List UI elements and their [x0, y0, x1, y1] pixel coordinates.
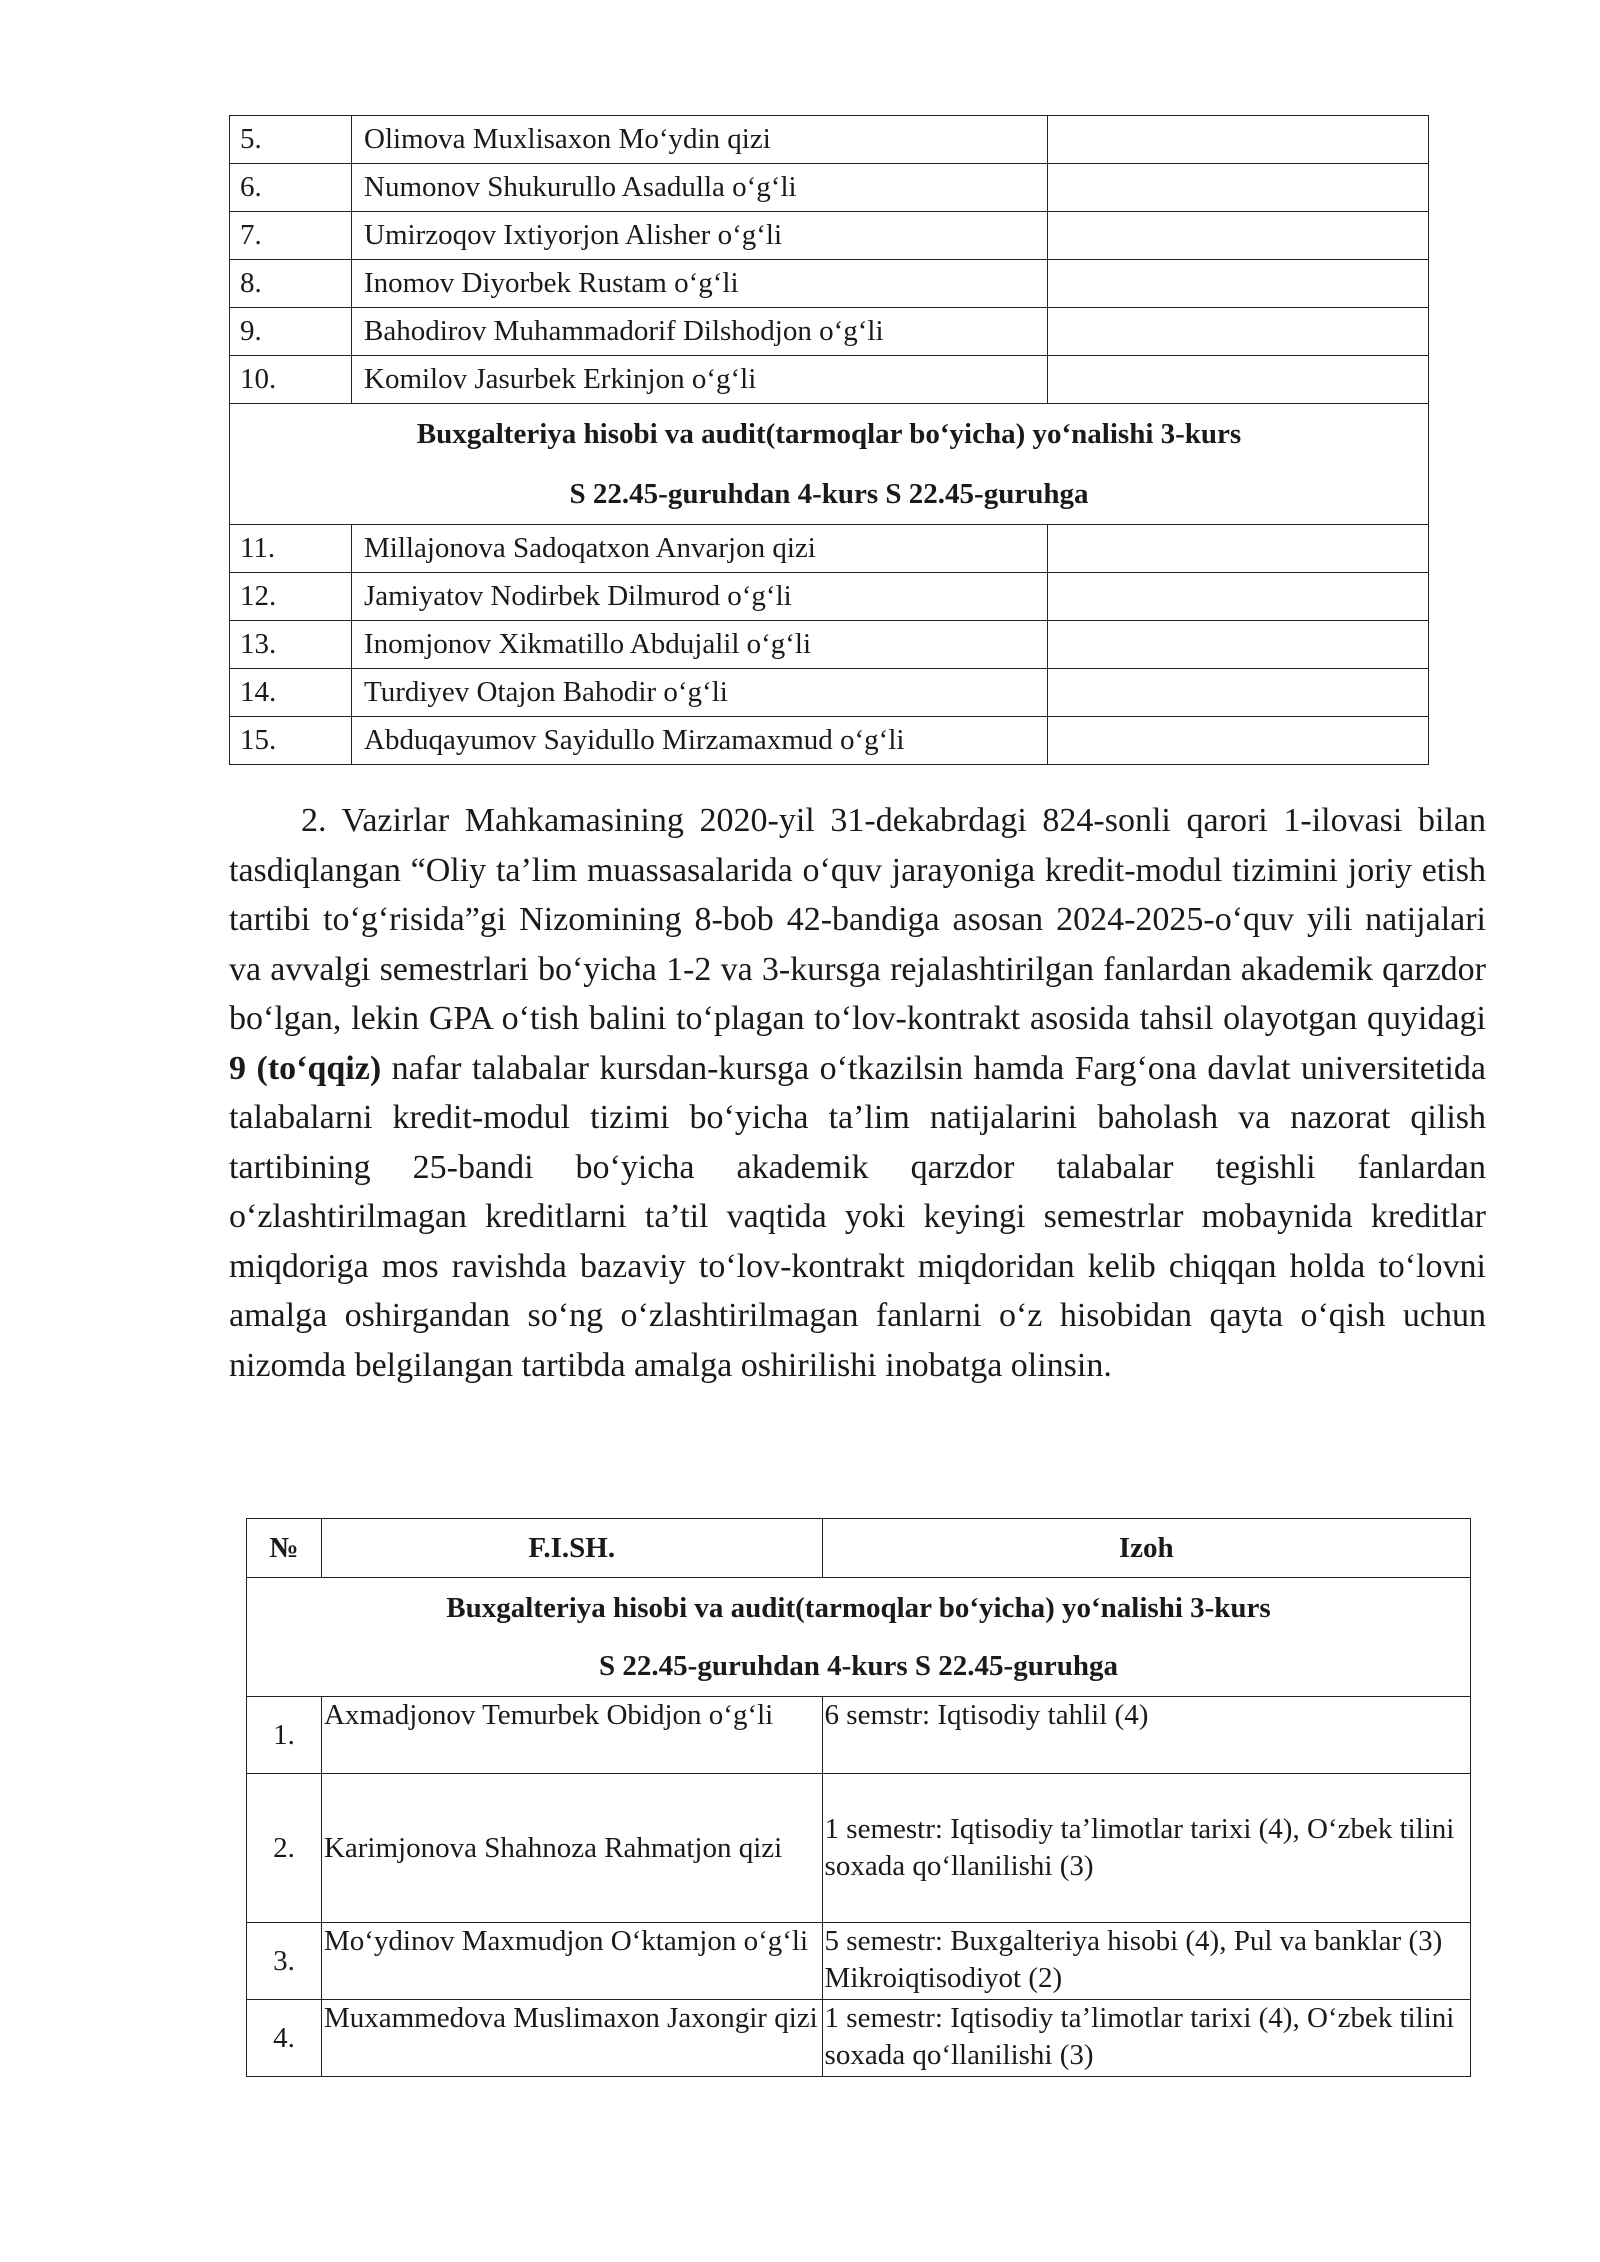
student-name: Abduqayumov Sayidullo Mirzamaxmud o‘g‘li [352, 717, 1048, 765]
row-note [1048, 260, 1429, 308]
row-note [1048, 573, 1429, 621]
student-name: Umirzoqov Ixtiyorjon Alisher o‘g‘li [352, 212, 1048, 260]
student-name: Inomov Diyorbek Rustam o‘g‘li [352, 260, 1048, 308]
group-header [230, 404, 1429, 525]
group-header-line2: S 22.45-guruhdan 4-kurs S 22.45-guruhga [599, 1650, 1118, 1682]
table-row [230, 356, 1429, 404]
student-name: Jamiyatov Nodirbek Dilmurod o‘g‘li [352, 573, 1048, 621]
row-number: 7. [230, 212, 352, 260]
students-table-1 [229, 115, 1429, 765]
row-note [1048, 621, 1429, 669]
table-row [247, 1697, 1471, 1774]
table-row [247, 1923, 1471, 2000]
table-row [247, 2000, 1471, 2077]
student-name: Komilov Jasurbek Erkinjon o‘g‘li [352, 356, 1048, 404]
row-number: 8. [230, 260, 352, 308]
group-header-row [230, 404, 1429, 525]
row-note [1048, 164, 1429, 212]
table-row [230, 164, 1429, 212]
student-name: Mo‘ydinov Maxmudjon O‘ktamjon o‘g‘li [321, 1923, 822, 2000]
row-number: 2. [247, 1774, 322, 1923]
row-number: 6. [230, 164, 352, 212]
table-row [230, 573, 1429, 621]
table-row [230, 669, 1429, 717]
student-name: Turdiyev Otajon Bahodir o‘g‘li [352, 669, 1048, 717]
student-name: Millajonova Sadoqatxon Anvarjon qizi [352, 525, 1048, 573]
table-row [230, 260, 1429, 308]
row-number: 5. [230, 116, 352, 164]
row-number: 9. [230, 308, 352, 356]
row-number: 3. [247, 1923, 322, 2000]
paragraph-text-end: nafar talabalar kursdan-kursga o‘tkazilsin hamda Farg‘ona davlat universitetida talabalarni kredit-modul tizimi bo‘yicha ta’lim natijalarini baholash va nazorat qilish tartibining 25-bandi bo‘yicha akademik qarzdor talabalar tegishli fanlardan o‘zlashtirilmagan kreditlarni ta’til vaqtida yoki keyingi semestrlar mobaynida kreditlar miqdoriga mos ravishda bazaviy to‘lov-kontrakt miqdoridan kelib chiqqan holda to‘lovni amalga oshirgandan so‘ng o‘zlashtirilmagan fanlarni o‘z hisobidan qayta o‘qish uchun nizomda belgilangan tartibda amalga oshirilishi inobatga olinsin. [229, 1049, 1486, 1384]
group-header-line2: S 22.45-guruhdan 4-kurs S 22.45-guruhga [569, 478, 1089, 510]
column-header-note: Izoh [822, 1519, 1470, 1578]
row-number: 1. [247, 1697, 322, 1774]
row-note [1048, 308, 1429, 356]
row-number: 12. [230, 573, 352, 621]
table-row [230, 308, 1429, 356]
row-number: 4. [247, 2000, 322, 2077]
row-note [1048, 717, 1429, 765]
group-header [247, 1578, 1471, 1697]
students-table-2 [246, 1518, 1471, 2077]
decree-paragraph [229, 796, 1486, 1390]
column-header-name: F.I.SH. [321, 1519, 822, 1578]
student-name: Muxammedova Muslimaxon Jaxongir qizi [321, 2000, 822, 2077]
student-name: Axmadjonov Temurbek Obidjon o‘g‘li [321, 1697, 822, 1774]
column-header-number: № [247, 1519, 322, 1578]
student-name: Bahodirov Muhammadorif Dilshodjon o‘g‘li [352, 308, 1048, 356]
table-row [247, 1774, 1471, 1923]
row-note [1048, 356, 1429, 404]
table-row [230, 621, 1429, 669]
table-row [230, 525, 1429, 573]
group-header-line1: Buxgalteriya hisobi va audit(tarmoqlar bo‘yicha) yo‘nalishi 3-kurs [446, 1592, 1271, 1624]
student-name: Inomjonov Xikmatillo Abdujalil o‘g‘li [352, 621, 1048, 669]
group-header-row [247, 1578, 1471, 1697]
student-name: Numonov Shukurullo Asadulla o‘g‘li [352, 164, 1048, 212]
student-name: Karimjonova Shahnoza Rahmatjon qizi [321, 1774, 822, 1923]
row-note [1048, 669, 1429, 717]
student-name: Olimova Muxlisaxon Mo‘ydin qizi [352, 116, 1048, 164]
row-number: 13. [230, 621, 352, 669]
table-header-row [247, 1519, 1471, 1578]
row-number: 11. [230, 525, 352, 573]
row-number: 15. [230, 717, 352, 765]
group-header-line1: Buxgalteriya hisobi va audit(tarmoqlar bo‘yicha) yo‘nalishi 3-kurs [416, 418, 1242, 450]
table-row [230, 116, 1429, 164]
table-row [230, 212, 1429, 260]
row-note [1048, 212, 1429, 260]
student-count: 9 (to‘qqiz) [229, 1049, 382, 1087]
row-note [1048, 525, 1429, 573]
row-note: 5 semestr: Buxgalteriya hisobi (4), Pul va banklar (3) Mikroiqtisodiyot (2) [822, 1923, 1470, 2000]
row-note: 6 semstr: Iqtisodiy tahlil (4) [822, 1697, 1470, 1774]
row-note [1048, 116, 1429, 164]
paragraph-text-start: 2. Vazirlar Mahkamasining 2020-yil 31-dekabrdagi 824-sonli qarori 1-ilovasi bilan tasdiqlangan “Oliy ta’lim muassasalarida o‘quv jarayoniga kredit-modul tizimini joriy etish tartibi to‘g‘risida”gi Nizomining 8-bob 42-bandiga asosan 2024-2025-o‘quv yili natijalari va avvalgi semestrlari bo‘yicha 1-2 va 3-kursga rejalashtirilgan fanlardan akademik qarzdor bo‘lgan, lekin GPA o‘tish balini to‘plagan to‘lov-kontrakt asosida tahsil olayotgan quyidagi [229, 802, 1486, 1037]
row-number: 10. [230, 356, 352, 404]
row-number: 14. [230, 669, 352, 717]
row-note: 1 semestr: Iqtisodiy ta’limotlar tarixi (4), O‘zbek tilini soxada qo‘llanilishi (3) [822, 1774, 1470, 1923]
table-row [230, 717, 1429, 765]
row-note: 1 semestr: Iqtisodiy ta’limotlar tarixi (4), O‘zbek tilini soxada qo‘llanilishi (3) [822, 2000, 1470, 2077]
